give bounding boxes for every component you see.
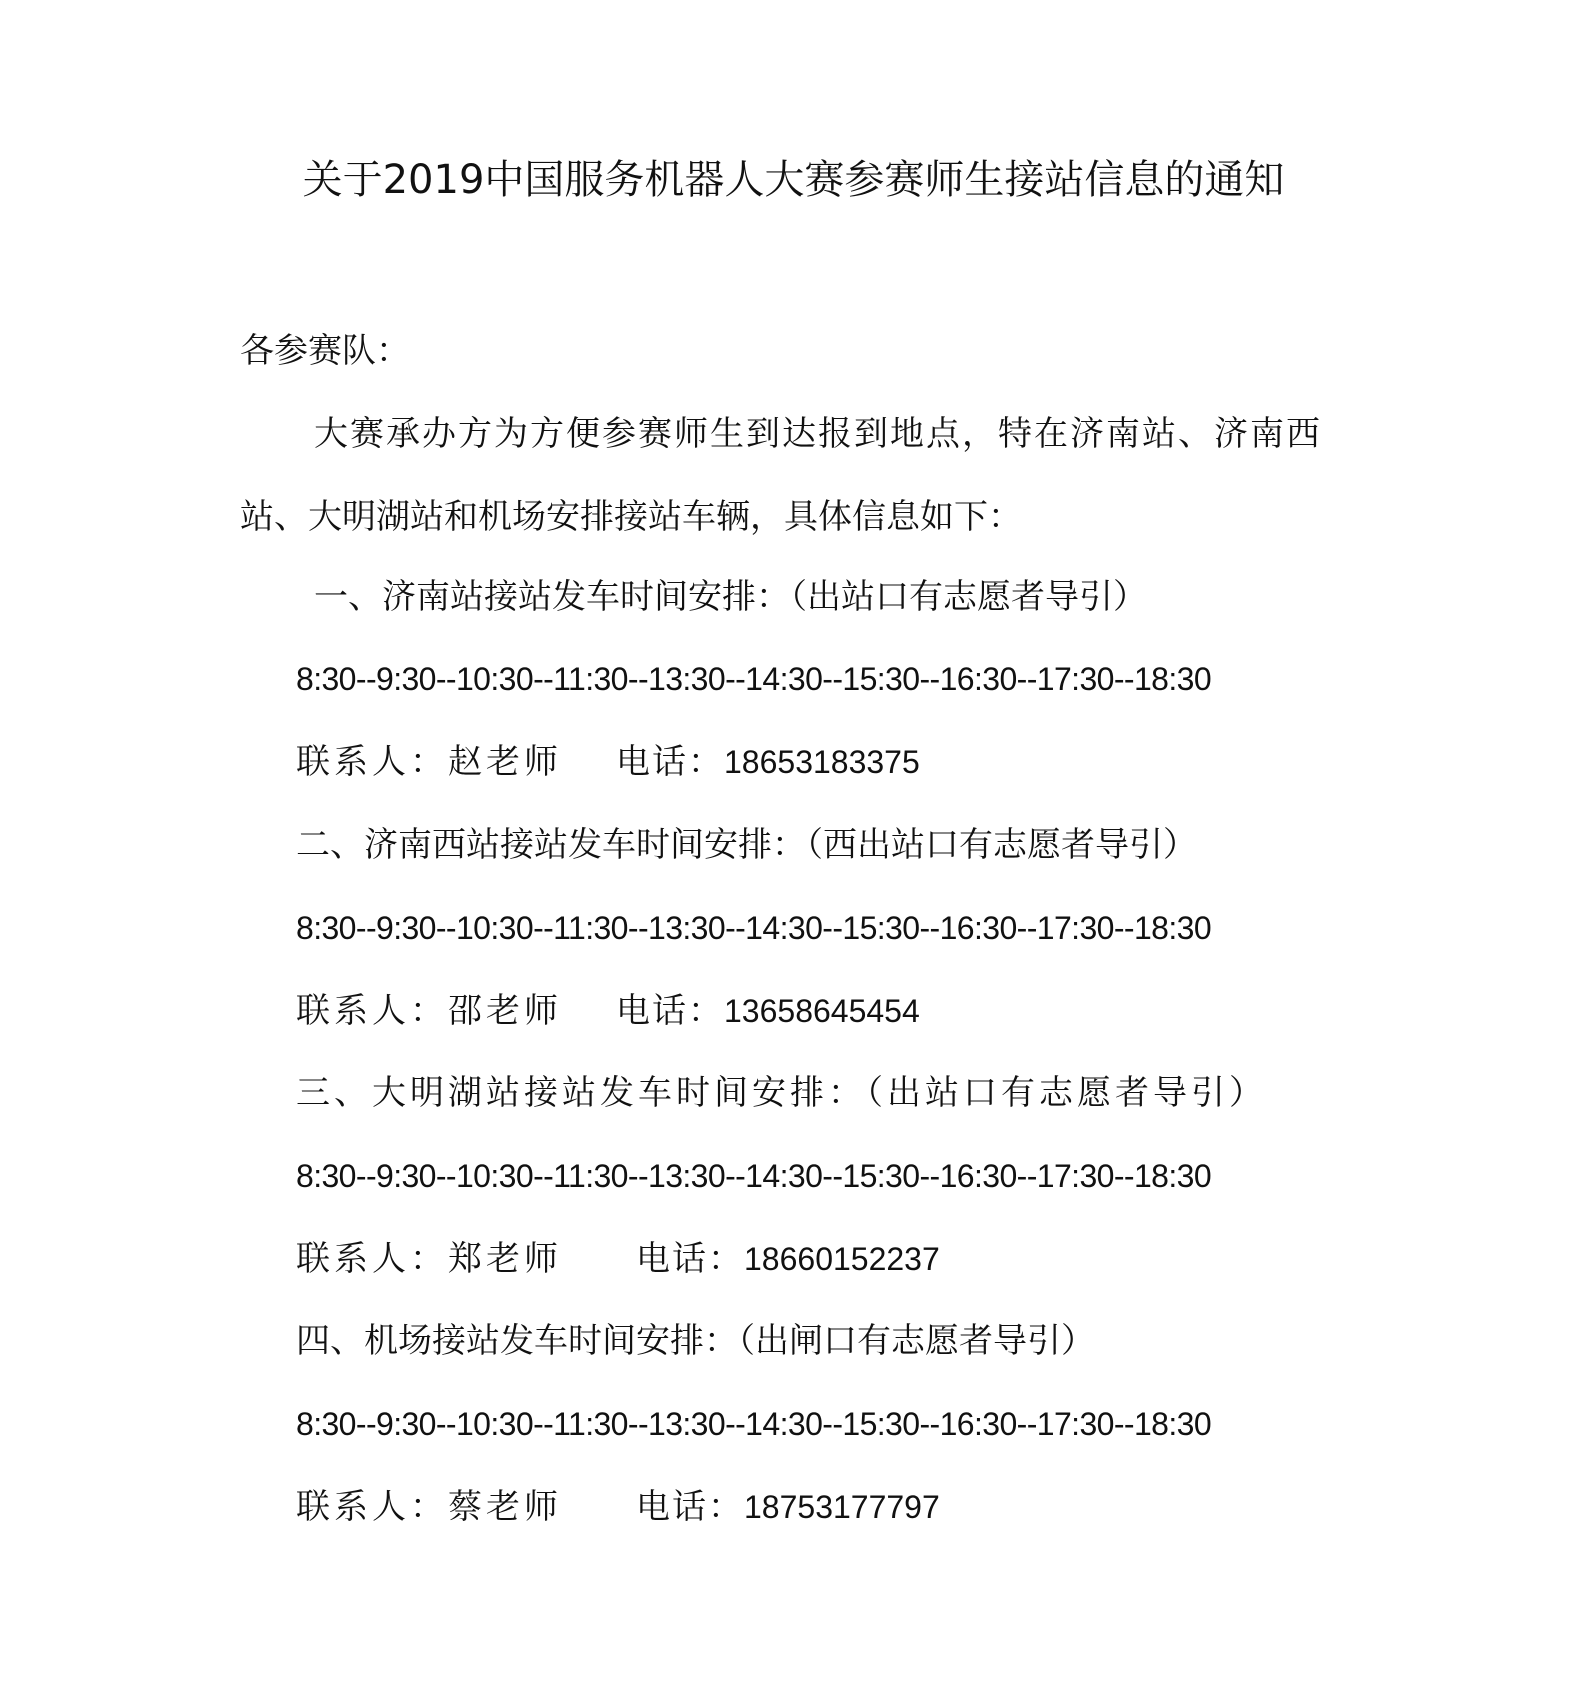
section-contact-daming-lake-station [296, 1235, 940, 1283]
phone-label: 电话： [616, 991, 724, 1031]
phone-label: 电话： [616, 742, 724, 782]
phone-label: 电话： [636, 1239, 744, 1279]
document-title: 关于2019中国服务机器人大赛参赛师生接站信息的通知 [302, 157, 1285, 203]
section-contact-jinan-west-station [296, 987, 920, 1035]
salutation: 各参赛队： [240, 331, 410, 371]
contact-person: 联系人：郑老师 [296, 1239, 562, 1279]
intro-paragraph-line-2: 站、大明湖站和机场安排接站车辆，具体信息如下： [240, 497, 1022, 537]
phone-number: 18653183375 [724, 744, 920, 780]
section-heading-airport: 四、机场接站发车时间安排：（出闸口有志愿者导引） [296, 1321, 1095, 1361]
contact-person: 联系人：赵老师 [296, 742, 562, 782]
phone-label: 电话： [636, 1487, 744, 1527]
section-contact-airport [296, 1483, 940, 1531]
section-contact-jinan-station [296, 738, 920, 786]
section-heading-daming-lake-station: 三、大明湖站接站发车时间安排：（出站口有志愿者导引） [296, 1073, 1267, 1113]
phone-number: 18753177797 [744, 1489, 940, 1525]
intro-paragraph-line-1: 大赛承办方为方便参赛师生到达报到地点，特在济南站、济南西 [314, 414, 1322, 454]
phone-number: 13658645454 [724, 993, 920, 1029]
phone-number: 18660152237 [744, 1241, 940, 1277]
section-schedule-jinan-west-station: 8:30--9:30--10:30--11:30--13:30--14:30--15:30--16:30--17:30--18:30 [296, 910, 1212, 946]
section-schedule-jinan-station: 8:30--9:30--10:30--11:30--13:30--14:30--15:30--16:30--17:30--18:30 [296, 661, 1212, 697]
contact-person: 联系人：蔡老师 [296, 1487, 562, 1527]
section-schedule-daming-lake-station: 8:30--9:30--10:30--11:30--13:30--14:30--15:30--16:30--17:30--18:30 [296, 1158, 1212, 1194]
section-schedule-airport: 8:30--9:30--10:30--11:30--13:30--14:30--15:30--16:30--17:30--18:30 [296, 1406, 1212, 1442]
contact-person: 联系人：邵老师 [296, 991, 562, 1031]
section-heading-jinan-west-station: 二、济南西站接站发车时间安排：（西出站口有志愿者导引） [296, 825, 1197, 865]
section-heading-jinan-station: 一、济南站接站发车时间安排：（出站口有志愿者导引） [314, 577, 1147, 617]
